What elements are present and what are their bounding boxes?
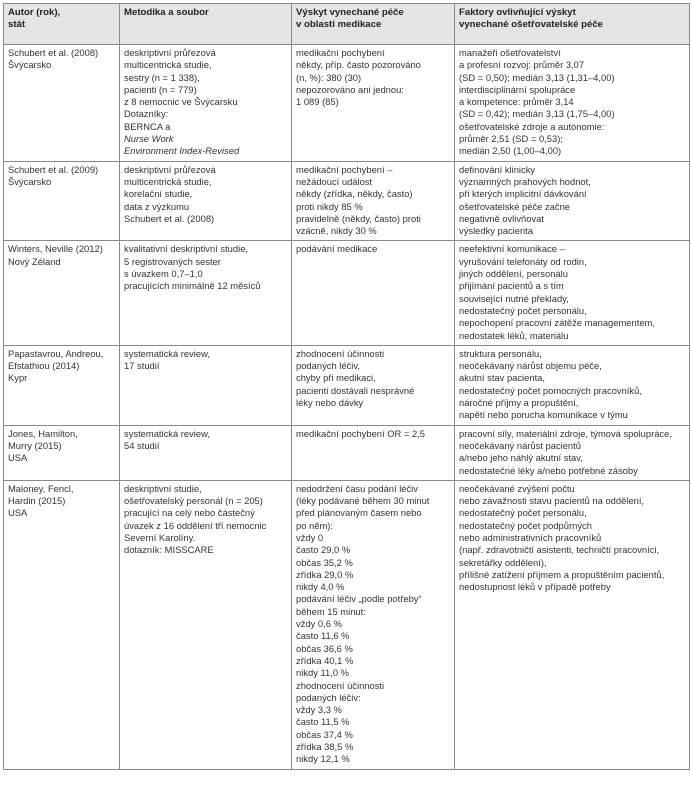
- cell-line: medikační pochybení: [296, 47, 385, 58]
- cell-line: systematická review,: [124, 427, 210, 439]
- cell-line: nebo závažnosti stavu pacientů na oddělení,: [459, 495, 645, 507]
- cell-factors: [455, 161, 690, 241]
- cell-line: neočekávaný nárůst pacientů: [459, 439, 581, 451]
- header-line: Faktory ovlivňující výskyt: [459, 7, 576, 18]
- cell-line: sestry (n = 1 338),: [124, 71, 200, 83]
- cell-author-country: [4, 241, 120, 345]
- cell-line: ošetřovatelské péče začne: [459, 200, 571, 212]
- header-factors: [455, 4, 690, 45]
- cell-line: úvazek z 16 oddělení tří nemocnic: [124, 519, 267, 531]
- cell-occurrence: [292, 480, 455, 769]
- cell-line: chyby při medikaci,: [296, 372, 376, 384]
- cell-line: proti nikdy 85 %: [296, 200, 363, 212]
- cell-line: pacienti dostávali nesprávné: [296, 384, 415, 396]
- cell-line: vyrušování telefonáty od rodin,: [459, 255, 587, 267]
- cell-line: zřídka 40,1 %: [296, 654, 354, 666]
- cell-line: přílišné zatížení příjmem a propuštěním pacientů,: [459, 568, 665, 580]
- cell-line: (n, %): 380 (30): [296, 71, 362, 83]
- cell-line: BERNCA a: [124, 120, 171, 132]
- cell-line: data z výzkumu: [124, 200, 190, 212]
- cell-line: někdy (zřídka, někdy, často): [296, 188, 413, 200]
- cell-line: nedostatečný počet personálu,: [459, 304, 587, 316]
- cell-line: často 11,5 %: [296, 716, 350, 728]
- cell-line: neefektivní komunikace –: [459, 243, 565, 255]
- cell-line: multicentrická studie,: [124, 59, 212, 71]
- cell-line: Nový Zéland: [8, 255, 61, 267]
- cell-line: neočekávaný nárůst objemu péče,: [459, 360, 602, 372]
- cell-line: pracovní síly, materiální zdroje, týmová spolupráce,: [459, 427, 672, 439]
- header-line: Metodika a soubor: [124, 7, 209, 18]
- cell-occurrence: [292, 161, 455, 241]
- cell-line: Nurse Work: [124, 133, 174, 145]
- cell-line: Maloney, Fencl,: [8, 482, 74, 494]
- cell-line: Schubert et al. (2008): [124, 212, 215, 224]
- cell-line: pravidelně (někdy, často) proti: [296, 212, 421, 224]
- cell-line: zřídka 38,5 %: [296, 741, 354, 753]
- cell-line: významných prahových hodnot,: [459, 175, 591, 187]
- cell-line: podaných léčiv,: [296, 360, 360, 372]
- cell-line: léky nebo dávky: [296, 397, 364, 409]
- cell-line: nedostatečný počet personálu,: [459, 507, 587, 519]
- cell-line: nedostupnost léků v případě potřeby: [459, 581, 611, 593]
- cell-line: po něm):: [296, 519, 333, 531]
- cell-occurrence: [292, 241, 455, 345]
- cell-line: podávání léčiv „podle potřeby“: [296, 593, 422, 605]
- cell-line: zhodnocení účinnosti: [296, 347, 385, 359]
- cell-line: medikační pochybení –: [296, 163, 393, 175]
- cell-line: nikdy 12,1 %: [296, 753, 350, 765]
- header-line: Autor (rok),: [8, 7, 61, 18]
- cell-line: nikdy 11,0 %: [296, 667, 349, 679]
- header-line: v oblasti medikace: [296, 19, 382, 31]
- cell-line: Kypr: [8, 372, 28, 384]
- cell-line: pacienti (n = 779): [124, 83, 197, 95]
- cell-line: pracujících minimálně 12 měsíců: [124, 280, 261, 292]
- cell-line: Severní Karolíny.: [124, 531, 196, 543]
- cell-line: zřídka 29,0 %: [296, 568, 354, 580]
- cell-line: neočekávané zvýšení počtu: [459, 482, 575, 494]
- cell-line: Murry (2015): [8, 439, 62, 451]
- cell-factors: [455, 345, 690, 425]
- cell-occurrence: [292, 425, 455, 480]
- cell-line: medikační pochybení OR = 2,5: [296, 427, 425, 439]
- cell-line: Winters, Neville (2012): [8, 243, 103, 255]
- cell-line: nedostatečný počet podpůrných: [459, 519, 592, 531]
- cell-line: kvalitativní deskriptivní studie,: [124, 243, 249, 255]
- cell-line: deskriptivní studie,: [124, 482, 202, 494]
- cell-line: negativně ovlivňovat: [459, 212, 544, 224]
- cell-line: občas 35,2 %: [296, 556, 353, 568]
- cell-line: manažeři ošetřovatelství: [459, 47, 561, 58]
- cell-method-sample: [120, 345, 292, 425]
- cell-method-sample: [120, 480, 292, 769]
- cell-factors: [455, 45, 690, 162]
- cell-line: systematická review,: [124, 347, 210, 359]
- cell-line: nedostatečný počet pomocných pracovníků,: [459, 384, 642, 396]
- cell-line: často 11,6 %: [296, 630, 350, 642]
- cell-line: deskriptivní průřezová: [124, 47, 216, 58]
- cell-line: vždy 0: [296, 531, 324, 543]
- cell-line: často 29,0 %: [296, 544, 351, 556]
- cell-line: a/nebo jeho náhlý akutní stav,: [459, 452, 583, 464]
- cell-line: (např. zdravotničtí asistenti, techničtí pracovníci,: [459, 544, 660, 556]
- cell-line: průměr 2,51 (SD = 0,53);: [459, 133, 563, 145]
- cell-line: nedodržení času podání léčiv: [296, 482, 418, 494]
- cell-line: související nutné překlady,: [459, 292, 569, 304]
- header-line: stát: [8, 19, 26, 31]
- cell-method-sample: [120, 425, 292, 480]
- table-row: [4, 425, 690, 480]
- header-method-sample: [120, 4, 292, 45]
- cell-line: podaných léčiv:: [296, 691, 361, 703]
- cell-factors: [455, 241, 690, 345]
- cell-line: akutní stav pacienta,: [459, 372, 545, 384]
- cell-line: 5 registrovaných sester: [124, 255, 221, 267]
- cell-method-sample: [120, 45, 292, 162]
- header-line: vynechané ošetřovatelské péče: [459, 19, 603, 31]
- cell-line: přijímání pacientů a s tím: [459, 280, 564, 292]
- cell-line: 17 studií: [124, 360, 160, 372]
- cell-line: Švýcarsko: [8, 59, 52, 71]
- cell-line: nepochopení pracovní zátěže managementem,: [459, 317, 655, 329]
- cell-line: ošetřovatelský personál (n = 205): [124, 495, 263, 507]
- cell-line: z 8 nemocnic ve Švýcarsku: [124, 96, 238, 108]
- cell-line: Schubert et al. (2009): [8, 163, 99, 175]
- cell-line: medián 2,50 (1,00–4,00): [459, 145, 562, 157]
- cell-line: nežádoucí událost: [296, 175, 373, 187]
- cell-line: USA: [8, 507, 28, 519]
- cell-line: Environment Index-Revised: [124, 145, 240, 157]
- cell-line: ošetřovatelské zdroje a autonomie:: [459, 120, 605, 132]
- cell-line: výsledky pacienta: [459, 225, 533, 237]
- cell-line: definování klinicky: [459, 163, 536, 175]
- cell-author-country: [4, 45, 120, 162]
- cell-line: nebo administrativních pracovníků: [459, 531, 602, 543]
- cell-line: sekretářky oddělení),: [459, 556, 547, 568]
- cell-line: vždy 0,6 %: [296, 618, 342, 630]
- cell-line: s úvazkem 0,7–1,0: [124, 268, 203, 280]
- table-row: [4, 345, 690, 425]
- cell-line: a profesní rozvoj: průměr 3,07: [459, 59, 585, 71]
- cell-line: USA: [8, 452, 28, 464]
- cell-line: nedostatek léků, materiálu: [459, 329, 569, 341]
- header-line: Výskyt vynechané péče: [296, 7, 404, 18]
- cell-method-sample: [120, 241, 292, 345]
- cell-line: během 15 minut:: [296, 605, 366, 617]
- cell-author-country: [4, 345, 120, 425]
- cell-line: Papastavrou, Andreou,: [8, 347, 104, 359]
- cell-occurrence: [292, 345, 455, 425]
- cell-line: interdisciplinární spolupráce: [459, 83, 576, 95]
- table-header-row: [4, 4, 690, 45]
- cell-line: někdy, příp. často pozorováno: [296, 59, 421, 71]
- cell-line: napětí nebo porucha komunikace v týmu: [459, 409, 628, 421]
- cell-factors: [455, 425, 690, 480]
- cell-factors: [455, 480, 690, 769]
- cell-line: dotazník: MISSCARE: [124, 544, 214, 556]
- table-row: [4, 161, 690, 241]
- cell-occurrence: [292, 45, 455, 162]
- cell-line: korelační studie,: [124, 188, 193, 200]
- cell-line: Švýcarsko: [8, 175, 52, 187]
- table-row: [4, 480, 690, 769]
- cell-line: Jones, Hamilton,: [8, 427, 78, 439]
- table-row: [4, 241, 690, 345]
- cell-line: nedostatečné léky a/nebo potřebné zásoby: [459, 464, 638, 476]
- cell-line: zhodnocení účinnosti: [296, 679, 385, 691]
- header-occurrence: [292, 4, 455, 45]
- cell-line: jiných oddělení, personálu: [459, 268, 568, 280]
- cell-line: (SD = 0,50); medián 3,13 (1,31–4,00): [459, 71, 615, 83]
- cell-line: multicentrická studie,: [124, 175, 212, 187]
- table-body: [4, 45, 690, 770]
- cell-author-country: [4, 161, 120, 241]
- table-row: [4, 45, 690, 162]
- cell-line: 1 089 (85): [296, 96, 339, 108]
- cell-line: 54 studií: [124, 439, 160, 451]
- header-author-country: [4, 4, 120, 45]
- cell-line: a kompetence: průměr 3,14: [459, 96, 574, 108]
- cell-line: Schubert et al. (2008): [8, 47, 99, 58]
- cell-line: (SD = 0,42); medián 3,13 (1,75–4,00): [459, 108, 615, 120]
- cell-line: struktura personálu,: [459, 347, 542, 359]
- cell-line: občas 36,6 %: [296, 642, 353, 654]
- cell-line: vždy 3,3 %: [296, 704, 342, 716]
- literature-review-table: [3, 3, 690, 770]
- cell-line: pracující na celý nebo částečný: [124, 507, 255, 519]
- cell-line: nepozorováno ani jednou:: [296, 83, 404, 95]
- cell-line: při kterých implicitní dávkování: [459, 188, 587, 200]
- cell-author-country: [4, 425, 120, 480]
- cell-line: podávání medikace: [296, 243, 378, 255]
- cell-line: Efstathiou (2014): [8, 360, 80, 372]
- cell-line: deskriptivní průřezová: [124, 163, 216, 175]
- cell-method-sample: [120, 161, 292, 241]
- cell-line: Hardin (2015): [8, 495, 66, 507]
- cell-line: před plánovaným časem nebo: [296, 507, 422, 519]
- cell-line: Dotazníky:: [124, 108, 169, 120]
- cell-line: občas 37,4 %: [296, 728, 353, 740]
- cell-line: nikdy 4,0 %: [296, 581, 345, 593]
- cell-line: vzácně, nikdy 30 %: [296, 225, 377, 237]
- cell-line: náročné příjmy a propuštění,: [459, 397, 579, 409]
- cell-author-country: [4, 480, 120, 769]
- cell-line: (léky podávané během 30 minut: [296, 495, 430, 507]
